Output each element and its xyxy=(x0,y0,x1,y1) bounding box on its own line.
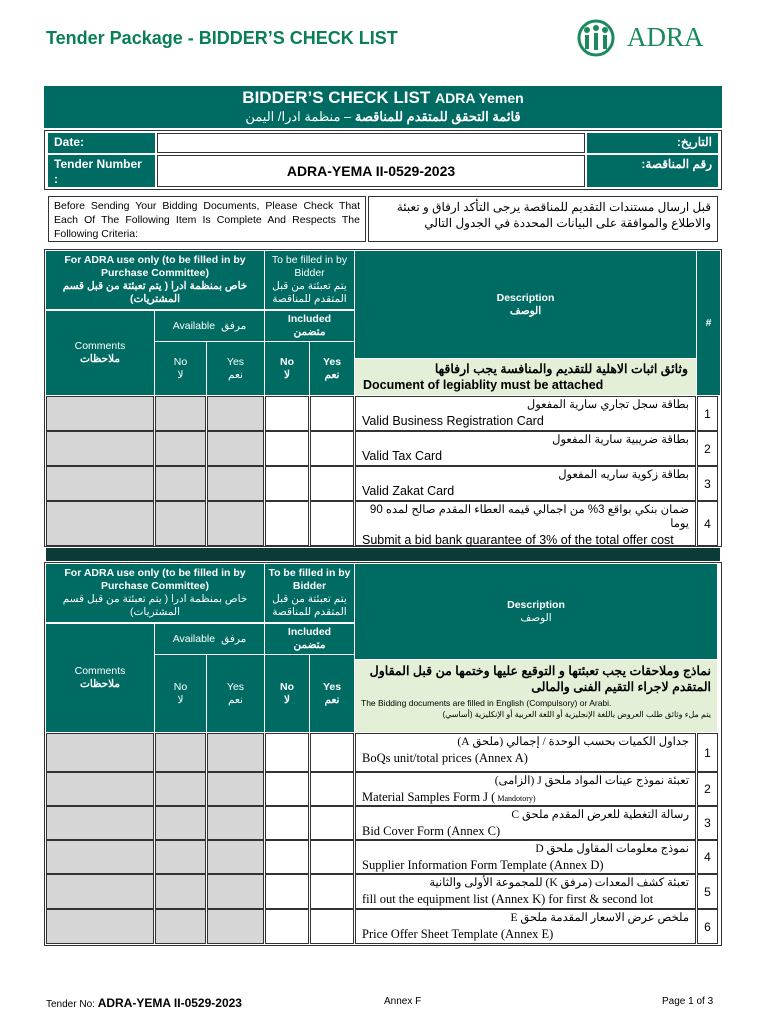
description-ar: بطاقة ضريبية سارية المفعول xyxy=(552,434,689,446)
instructions-en: Before Sending Your Bidding Documents, Please Check That Each Of The Following Item Is Complete And Respects The Following Criteria: xyxy=(48,196,366,242)
description-en-note: Mandotory) xyxy=(495,794,536,803)
row-number: 4 xyxy=(697,501,718,546)
available-yes-cell[interactable] xyxy=(207,396,264,431)
comments-header-2 xyxy=(46,624,154,732)
adra-use-header xyxy=(46,251,264,309)
included-header xyxy=(265,311,354,341)
checklist-banner xyxy=(44,86,722,128)
included-yes-label: Yes xyxy=(322,355,342,368)
tender-number-label: Tender Number : xyxy=(48,155,155,187)
description-label: Description xyxy=(496,291,555,304)
description-cell xyxy=(355,772,696,806)
document-title: Tender Package - BIDDER’S CHECK LIST xyxy=(46,28,398,48)
description-ar: بطاقة سجل تجاري سارية المفعول xyxy=(526,399,689,411)
section-2-heading-ar2: يتم ملء وثائق طلب العروض باللغة الإنجليزية أو اللغة العربية أو الإنكليزية (أساسي) xyxy=(442,710,711,719)
included-no-label-ar: لا xyxy=(284,368,290,381)
comments-label-2: Comments xyxy=(74,665,126,677)
available-yes-cell[interactable] xyxy=(207,840,264,874)
section-1-heading-en: Document of legiablity must be attached xyxy=(363,378,604,392)
description-en xyxy=(362,790,689,806)
comments-label-ar-2: ملاحظات xyxy=(79,678,121,690)
footer-page: Page 1 of 3 xyxy=(662,996,714,1007)
included-no-label-ar-2: لا xyxy=(284,693,290,706)
section-2-heading-ar: نماذج وملاحقات يجب تعبئتها و التوقيع عليها وختمها من قبل المقاول المتقدم لاجراء التقيم الفنى والمالى xyxy=(369,664,711,694)
available-no-cell[interactable] xyxy=(155,772,206,806)
included-no-header-2 xyxy=(265,655,309,732)
included-yes-cell[interactable] xyxy=(310,431,354,466)
description-cell xyxy=(355,466,696,501)
description-label-2: Description xyxy=(507,598,565,611)
comments-cell[interactable] xyxy=(46,909,154,944)
available-yes-header-2 xyxy=(207,655,264,732)
available-no-label-ar: لا xyxy=(177,368,184,381)
included-no-cell[interactable] xyxy=(265,466,309,501)
footer-tender xyxy=(46,996,242,1010)
comments-cell[interactable] xyxy=(46,874,154,909)
description-header xyxy=(355,251,696,358)
description-en-text: Price Offer Sheet Template (Annex E) xyxy=(362,927,554,941)
available-label: Available xyxy=(172,319,216,332)
included-yes-cell[interactable] xyxy=(310,733,354,772)
available-yes-cell[interactable] xyxy=(207,909,264,944)
comments-label-ar: ملاحظات xyxy=(79,353,121,365)
available-yes-cell[interactable] xyxy=(207,501,264,546)
included-label-ar-2: متضمن xyxy=(293,639,326,651)
description-en xyxy=(362,449,689,463)
available-no-header xyxy=(155,342,206,395)
included-yes-cell[interactable] xyxy=(310,501,354,546)
included-label-ar: متضمن xyxy=(293,326,326,338)
comments-cell[interactable] xyxy=(46,501,154,546)
description-cell xyxy=(355,806,696,840)
included-yes-label-2: Yes xyxy=(322,680,342,693)
description-en xyxy=(362,824,689,838)
row-number: 1 xyxy=(697,733,718,772)
available-yes-cell[interactable] xyxy=(207,772,264,806)
available-yes-label-2: Yes xyxy=(226,680,245,693)
banner-subtitle-ar: – منظمة ادرا/ اليمن xyxy=(245,109,352,124)
included-no-cell[interactable] xyxy=(265,396,309,431)
banner-org: ADRA Yemen xyxy=(435,90,524,106)
available-no-cell[interactable] xyxy=(155,806,206,840)
available-no-cell[interactable] xyxy=(155,501,206,546)
included-no-cell[interactable] xyxy=(265,909,309,944)
bidder-label: To be filled in by Bidder xyxy=(271,254,348,279)
included-label-2: Included xyxy=(287,626,332,638)
adra-use-label-2: For ADRA use only (to be filled in by Purchase Committee) xyxy=(64,567,246,592)
included-yes-label-ar-2: نعم xyxy=(324,693,340,706)
description-ar: ضمان بنكي بواقع 3% من اجمالي قيمه العطاء المقدم صالح لمده 90 يوما xyxy=(369,504,689,530)
date-field[interactable] xyxy=(157,133,585,153)
description-en-text: fill out the equipment list (Annex K) for first & second lot xyxy=(362,892,654,906)
row-number: 1 xyxy=(697,396,718,431)
included-yes-cell[interactable] xyxy=(310,466,354,501)
included-yes-cell[interactable] xyxy=(310,396,354,431)
description-en-text: Valid Zakat Card xyxy=(362,484,455,498)
included-yes-cell[interactable] xyxy=(310,909,354,944)
banner-title-ar: قائمة التحقق للمتقدم للمناقصة xyxy=(354,109,521,124)
comments-label: Comments xyxy=(74,340,126,352)
row-number: 3 xyxy=(697,466,718,501)
included-no-label-2: No xyxy=(280,680,294,693)
description-en-text: BoQs unit/total prices (Annex A) xyxy=(362,751,528,765)
footer-annex: Annex F xyxy=(384,996,422,1007)
available-yes-label-ar-2: نعم xyxy=(228,693,243,706)
description-en xyxy=(362,751,689,765)
available-yes-cell[interactable] xyxy=(207,806,264,840)
description-cell xyxy=(355,840,696,874)
tender-number-field[interactable] xyxy=(157,155,585,187)
description-cell xyxy=(355,396,696,431)
comments-cell[interactable] xyxy=(46,431,154,466)
included-no-cell[interactable] xyxy=(265,501,309,546)
description-header-2 xyxy=(355,564,717,659)
available-header xyxy=(155,311,264,341)
included-header-2 xyxy=(265,624,354,654)
included-yes-cell[interactable] xyxy=(310,874,354,909)
included-no-header xyxy=(265,342,309,395)
description-ar: تعبئة نموذج عينات المواد ملحق J (الزامى) xyxy=(494,775,689,787)
available-yes-cell[interactable] xyxy=(207,874,264,909)
available-label-ar-2: مرفق xyxy=(221,632,247,645)
description-en-text: Supplier Information Form Template (Annex D) xyxy=(362,858,604,872)
row-number: 3 xyxy=(697,806,718,840)
description-cell xyxy=(355,909,696,944)
description-label-ar-2: الوصف xyxy=(520,611,552,624)
available-yes-header xyxy=(207,342,264,395)
available-header-2 xyxy=(155,624,264,654)
available-no-cell[interactable] xyxy=(155,466,206,501)
bidder-label-2: To be filled in by Bidder xyxy=(268,567,351,592)
included-no-cell[interactable] xyxy=(265,733,309,772)
included-yes-cell[interactable] xyxy=(310,772,354,806)
bidder-header-2 xyxy=(265,564,354,622)
tender-number-label-ar: رقم المناقصة: xyxy=(587,155,718,187)
available-yes-label-ar: نعم xyxy=(228,368,243,381)
description-ar: ملخص عرض الاسعار المقدمة ملحق E xyxy=(510,912,689,924)
available-yes-label: Yes xyxy=(226,355,245,368)
description-cell xyxy=(355,733,696,772)
included-yes-cell[interactable] xyxy=(310,840,354,874)
description-en-text: Valid Tax Card xyxy=(362,449,443,463)
section-1-heading-ar: وثائق اثبات الاهلية للتقديم والمنافسة يجب ارفاقها xyxy=(434,362,688,376)
included-yes-header-2 xyxy=(310,655,354,732)
row-number: 5 xyxy=(697,874,718,909)
date-label-ar: التاريخ: xyxy=(587,133,718,153)
footer-tender-value: ADRA-YEMA II-0529-2023 xyxy=(97,996,242,1010)
section-2-heading xyxy=(355,660,717,732)
included-yes-cell[interactable] xyxy=(310,806,354,840)
description-label-ar: الوصف xyxy=(509,304,542,317)
available-yes-cell[interactable] xyxy=(207,733,264,772)
comments-header xyxy=(46,311,154,395)
description-en xyxy=(362,858,689,872)
date-label: Date: xyxy=(48,133,155,153)
instructions-ar: قبل ارسال مستندات التقديم للمناقصة يرجى التأكد ارفاق و تعبئة والاطلاع والموافقة على البيانات المحددة في الجدول التالي xyxy=(368,196,718,242)
comments-cell[interactable] xyxy=(46,840,154,874)
table-divider xyxy=(46,548,720,561)
row-number: 4 xyxy=(697,840,718,874)
description-en xyxy=(362,927,689,941)
row-number: 2 xyxy=(697,431,718,466)
description-ar: رسالة التغطية للعرض المقدم ملحق C xyxy=(511,809,689,821)
footer-tender-label: Tender No: xyxy=(46,999,95,1010)
banner-title: BIDDER’S CHECK LIST xyxy=(242,88,431,107)
comments-cell[interactable] xyxy=(46,772,154,806)
description-ar: جداول الكميات بحسب الوحدة / إجمالي (ملحق A) xyxy=(457,736,689,748)
description-cell xyxy=(355,431,696,466)
available-no-label-2: No xyxy=(173,680,188,693)
available-no-cell[interactable] xyxy=(155,840,206,874)
available-no-header-2 xyxy=(155,655,206,732)
description-cell xyxy=(355,501,696,546)
available-label-ar: مرفق xyxy=(221,319,247,332)
row-number: 6 xyxy=(697,909,718,944)
section-2-heading-en: The Bidding documents are filled in English (Compulsory) or Arabi. xyxy=(361,698,612,708)
number-label: # xyxy=(705,316,712,329)
description-ar: تعبئة كشف المعدات (مرفق K) للمجموعة الأولى والثانية xyxy=(429,877,689,889)
available-no-cell[interactable] xyxy=(155,431,206,466)
row-number: 2 xyxy=(697,772,718,806)
included-no-cell[interactable] xyxy=(265,874,309,909)
comments-cell[interactable] xyxy=(46,396,154,431)
included-yes-header xyxy=(310,342,354,395)
adra-use-header-2 xyxy=(46,564,264,622)
comments-cell[interactable] xyxy=(46,806,154,840)
available-yes-cell[interactable] xyxy=(207,466,264,501)
description-ar: بطاقة زكوية ساريه المفعول xyxy=(558,469,689,481)
description-cell xyxy=(355,874,696,909)
included-no-cell[interactable] xyxy=(265,806,309,840)
number-header xyxy=(697,251,720,395)
included-yes-label-ar: نعم xyxy=(324,368,340,381)
description-en xyxy=(362,414,689,428)
included-label: Included xyxy=(287,313,332,325)
bidder-label-ar: يتم تعبئتة من قبل المتقدم للمناقصة xyxy=(272,280,347,305)
available-no-cell[interactable] xyxy=(155,874,206,909)
description-en xyxy=(362,484,689,498)
included-no-cell[interactable] xyxy=(265,840,309,874)
included-no-label: No xyxy=(280,355,294,368)
description-en-text: Submit a bid bank guarantee of 3% of the total offer cost xyxy=(362,533,674,547)
description-en xyxy=(362,892,689,906)
section-1-heading xyxy=(355,359,696,395)
available-yes-cell[interactable] xyxy=(207,431,264,466)
available-label-2: Available xyxy=(172,632,216,645)
included-no-cell[interactable] xyxy=(265,772,309,806)
available-no-label-ar-2: لا xyxy=(177,693,184,706)
available-no-cell[interactable] xyxy=(155,396,206,431)
bidder-label-ar-2: يتم تعبئتة من قبل المتقدم للمناقصة xyxy=(272,593,347,618)
adra-use-label-ar: خاص بمنظمة ادرا ( يتم تعبئتة من قبل قسم المشتريات) xyxy=(62,280,248,305)
included-no-cell[interactable] xyxy=(265,431,309,466)
description-en-text: Bid Cover Form (Annex C) xyxy=(362,824,501,838)
available-no-label: No xyxy=(173,355,188,368)
description-en-text: Valid Business Registration Card xyxy=(362,414,544,428)
comments-cell[interactable] xyxy=(46,466,154,501)
bidder-header xyxy=(265,251,354,309)
comments-cell[interactable] xyxy=(46,733,154,772)
description-en-text: Material Samples Form J ( xyxy=(362,790,496,804)
tender-number-value: ADRA-YEMA II-0529-2023 xyxy=(286,163,456,179)
available-no-cell[interactable] xyxy=(155,733,206,772)
adra-use-label: For ADRA use only (to be filled in by Purchase Committee) xyxy=(64,254,246,279)
description-ar: نموذج معلومات المقاول ملحق D xyxy=(535,843,689,855)
available-no-cell[interactable] xyxy=(155,909,206,944)
logo-text: ADRA xyxy=(627,22,704,52)
adra-use-label-ar-2: خاص بمنظمة ادرا ( يتم تعبئتة من قبل قسم المشتريات) xyxy=(62,593,248,618)
